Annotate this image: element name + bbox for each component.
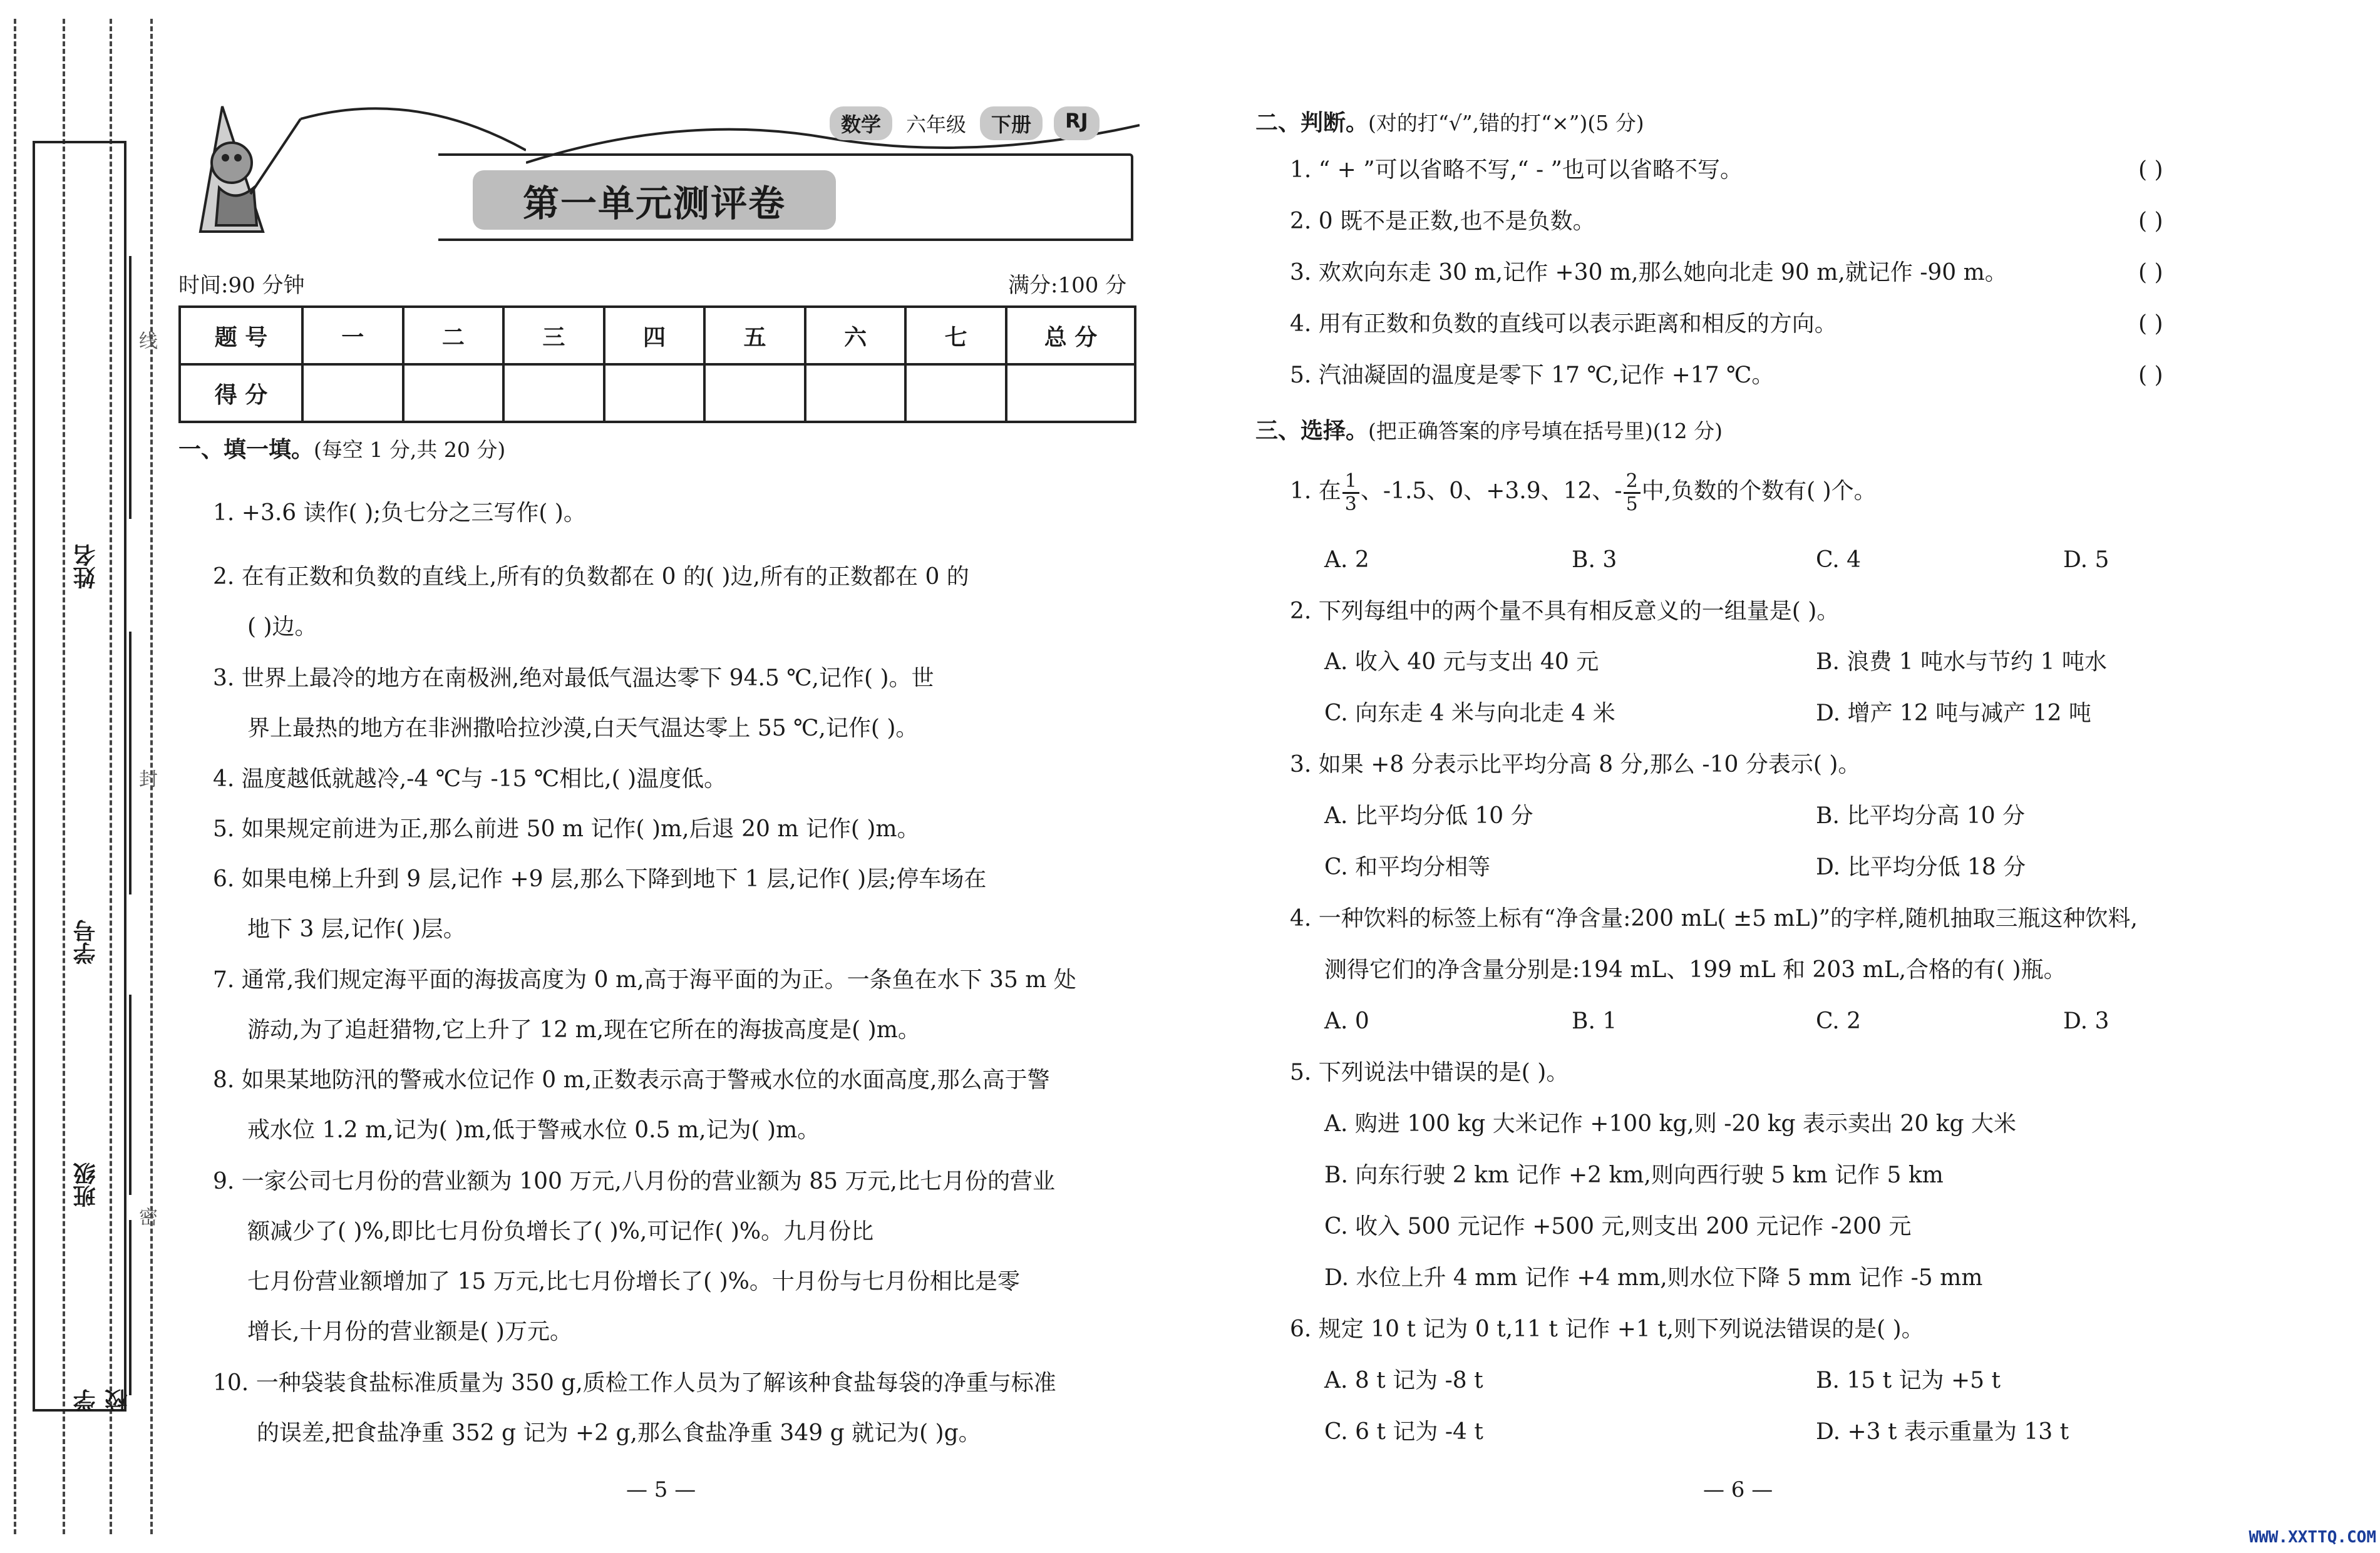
score-input-cell[interactable] bbox=[805, 364, 906, 422]
section1-note: (每空 1 分,共 20 分) bbox=[314, 438, 506, 462]
fill-question-line: 10. 一种袋装食盐标准质量为 350 g,质检工作人员为了解该种食盐每袋的净重与标准 bbox=[213, 1370, 1056, 1396]
choice-option[interactable]: D. 5 bbox=[2063, 547, 2110, 573]
fill-question-line: 5. 如果规定前进为正,那么前进 50 m 记作( )m,后退 20 m 记作( )m。 bbox=[213, 816, 920, 842]
choice-option[interactable]: B. 浪费 1 吨水与节约 1 吨水 bbox=[1816, 649, 2107, 675]
score-table-cell: 七 bbox=[905, 307, 1006, 364]
choice-option[interactable]: C. 2 bbox=[1816, 1008, 1862, 1034]
choice-option[interactable]: A. 购进 100 kg 大米记作 +100 kg,则 -20 kg 表示卖出 20 kg 大米 bbox=[1324, 1111, 2017, 1137]
fill-question-line: 戒水位 1.2 m,记为( )m,低于警戒水位 0.5 m,记为( )m。 bbox=[247, 1117, 820, 1143]
page-title: 第一单元测评卷 bbox=[473, 170, 836, 230]
choice-question-5: 5. 下列说法中错误的是( )。 bbox=[1290, 1060, 1569, 1085]
cut-mark-line: 线 bbox=[139, 331, 158, 352]
fill-question-line: 2. 在有正数和负数的直线上,所有的负数都在 0 的( )边,所有的正数都在 0 的 bbox=[213, 564, 969, 590]
section1-heading bbox=[178, 432, 505, 464]
student-id-label: 学号 bbox=[73, 920, 99, 965]
score-input-cell[interactable] bbox=[403, 364, 504, 422]
judge-question: 3. 欢欢向东走 30 m,记作 +30 m,那么她向北走 90 m,就记作 -90 m。 bbox=[1290, 260, 2007, 285]
q1-middle: 、-1.5、0、+3.9、12、- bbox=[1360, 478, 1622, 504]
score-table-cell: 得 分 bbox=[180, 364, 302, 422]
cut-mark-seal: 封 bbox=[139, 769, 158, 791]
judge-answer-paren[interactable]: ( ) bbox=[2138, 208, 2163, 234]
judge-question: 1. “ + ”可以省略不写,“ - ”也可以省略不写。 bbox=[1290, 157, 1743, 183]
score-table-cell: 题 号 bbox=[180, 307, 302, 364]
fraction-denominator: 3 bbox=[1344, 493, 1357, 515]
school-label: 学校 bbox=[73, 1389, 131, 1412]
section2-title: 二、判断。 bbox=[1255, 110, 1369, 136]
choice-question-3: 3. 如果 +8 分表示比平均分高 8 分,那么 -10 分表示( )。 bbox=[1290, 752, 1861, 777]
choice-option[interactable]: D. 比平均分低 18 分 bbox=[1816, 854, 2026, 880]
student-id-write-line[interactable] bbox=[129, 632, 131, 894]
choice-option[interactable]: A. 8 t 记为 -8 t bbox=[1324, 1368, 1483, 1393]
subject-badges bbox=[830, 106, 1100, 140]
student-info-box bbox=[33, 141, 131, 1412]
score-table-score-row bbox=[180, 364, 1135, 422]
score-input-cell[interactable] bbox=[704, 364, 805, 422]
choice-option[interactable]: C. 和平均分相等 bbox=[1324, 854, 1491, 880]
judge-answer-paren[interactable]: ( ) bbox=[2138, 362, 2163, 388]
choice-option[interactable]: D. 增产 12 吨与减产 12 吨 bbox=[1816, 700, 2091, 726]
choice-question-1 bbox=[1290, 466, 1877, 516]
choice-question-4-cont: 测得它们的净含量分别是:194 mL、199 mL 和 203 mL,合格的有( )瓶。 bbox=[1324, 957, 2066, 983]
class-label: 班级 bbox=[73, 1162, 99, 1207]
choice-option[interactable]: A. 2 bbox=[1324, 547, 1369, 573]
choice-question-4: 4. 一种饮料的标签上标有“净含量:200 mL( ±5 mL)”的字样,随机抽取三瓶这种饮料, bbox=[1290, 906, 2138, 931]
judge-question: 5. 汽油凝固的温度是零下 17 ℃,记作 +17 ℃。 bbox=[1290, 362, 1775, 388]
school-write-line[interactable] bbox=[129, 1220, 131, 1395]
choice-option[interactable]: A. 比平均分低 10 分 bbox=[1324, 803, 1533, 829]
section1-title: 一、填一填。 bbox=[178, 437, 314, 463]
score-table bbox=[178, 305, 1136, 423]
fill-question-line: 游动,为了追赶猎物,它上升了 12 m,现在它所在的海拔高度是( )m。 bbox=[247, 1017, 920, 1043]
score-table-header-row bbox=[180, 307, 1135, 364]
choice-option[interactable]: C. 收入 500 元记作 +500 元,则支出 200 元记作 -200 元 bbox=[1324, 1214, 1912, 1239]
score-input-cell[interactable] bbox=[503, 364, 604, 422]
judge-answer-paren[interactable]: ( ) bbox=[2138, 260, 2163, 285]
fill-question-line: 七月份营业额增加了 15 万元,比七月份增长了( )%。十月份与七月份相比是零 bbox=[247, 1269, 1020, 1294]
section2-heading bbox=[1255, 105, 1644, 137]
class-write-line[interactable] bbox=[129, 995, 131, 1195]
section3-heading bbox=[1255, 413, 1723, 445]
choice-option[interactable]: A. 收入 40 元与支出 40 元 bbox=[1324, 649, 1599, 675]
score-input-cell[interactable] bbox=[905, 364, 1006, 422]
score-table-cell: 三 bbox=[503, 307, 604, 364]
section3-note: (把正确答案的序号填在括号里)(12 分) bbox=[1368, 419, 1723, 443]
fill-question-line: 1. +3.6 读作( );负七分之三写作( )。 bbox=[213, 500, 586, 526]
fill-question-line: 9. 一家公司七月份的营业额为 100 万元,八月份的营业额为 85 万元,比七月份的营业 bbox=[213, 1169, 1055, 1194]
score-table-cell: 六 bbox=[805, 307, 906, 364]
score-input-cell[interactable] bbox=[1006, 364, 1135, 422]
judge-question: 4. 用有正数和负数的直线可以表示距离和相反的方向。 bbox=[1290, 311, 1837, 337]
fraction-two-fifths bbox=[1624, 471, 1641, 515]
page-number-left: — 5 — bbox=[626, 1477, 696, 1502]
choice-question-2: 2. 下列每组中的两个量不具有相反意义的一组量是( )。 bbox=[1290, 598, 1840, 624]
fill-question-line: 界上最热的地方在非洲撒哈拉沙漠,白天气温达零上 55 ℃,记作( )。 bbox=[247, 715, 919, 741]
choice-option[interactable]: B. 1 bbox=[1572, 1008, 1617, 1034]
fill-question-line: 6. 如果电梯上升到 9 层,记作 +9 层,那么下降到地下 1 层,记作( )层;停车场在 bbox=[213, 866, 987, 892]
fraction-numerator: 2 bbox=[1624, 471, 1641, 494]
fraction-denominator: 5 bbox=[1625, 493, 1638, 515]
choice-option[interactable]: D. 水位上升 4 mm 记作 +4 mm,则水位下降 5 mm 记作 -5 mm bbox=[1324, 1265, 1983, 1291]
score-table-cell: 一 bbox=[302, 307, 403, 364]
margin-dash-line bbox=[14, 19, 16, 1534]
judge-answer-paren[interactable]: ( ) bbox=[2138, 157, 2163, 183]
name-label: 姓名 bbox=[73, 544, 99, 589]
page-number-right: — 6 — bbox=[1703, 1477, 1773, 1502]
choice-option[interactable]: A. 0 bbox=[1324, 1008, 1369, 1034]
fill-question-line: 地下 3 层,记作( )层。 bbox=[247, 916, 466, 942]
cut-mark-secret: 密 bbox=[139, 1207, 158, 1229]
fill-question-line: 8. 如果某地防汛的警戒水位记作 0 m,正数表示高于警戒水位的水面高度,那么高于警 bbox=[213, 1067, 1050, 1093]
fill-question-line: 3. 世界上最冷的地方在南极洲,绝对最低气温达零下 94.5 ℃,记作( )。世 bbox=[213, 665, 934, 691]
choice-option[interactable]: C. 向东走 4 米与向北走 4 米 bbox=[1324, 700, 1615, 726]
score-table-cell: 二 bbox=[403, 307, 504, 364]
exam-time: 时间:90 分钟 bbox=[178, 273, 305, 298]
subject-badge: 数学 bbox=[830, 106, 892, 140]
grade-badge: 六年级 bbox=[906, 113, 967, 136]
section2-note: (对的打“√”,错的打“×”)(5 分) bbox=[1368, 111, 1644, 135]
full-score: 满分:100 分 bbox=[1008, 273, 1127, 298]
fill-question-line: 4. 温度越低就越冷,-4 ℃与 -15 ℃相比,( )温度低。 bbox=[213, 766, 727, 792]
section3-title: 三、选择。 bbox=[1255, 418, 1369, 444]
score-table-cell: 五 bbox=[704, 307, 805, 364]
score-input-cell[interactable] bbox=[604, 364, 705, 422]
fraction-numerator: 1 bbox=[1342, 471, 1359, 494]
choice-option[interactable]: B. 3 bbox=[1572, 547, 1617, 573]
choice-question-6: 6. 规定 10 t 记为 0 t,11 t 记作 +1 t,则下列说法错误的是( )。 bbox=[1290, 1316, 1924, 1342]
judge-answer-paren[interactable]: ( ) bbox=[2138, 311, 2163, 337]
fill-question-line: 7. 通常,我们规定海平面的海拔高度为 0 m,高于海平面的为正。一条鱼在水下 35 m 处 bbox=[213, 967, 1076, 993]
choice-option[interactable]: D. +3 t 表示重量为 13 t bbox=[1816, 1419, 2069, 1445]
choice-option[interactable]: B. 向东行驶 2 km 记作 +2 km,则向西行驶 5 km 记作 5 km bbox=[1324, 1162, 1944, 1188]
score-table-cell: 四 bbox=[604, 307, 705, 364]
fraction-one-third bbox=[1342, 471, 1359, 515]
judge-question: 2. 0 既不是正数,也不是负数。 bbox=[1290, 208, 1595, 234]
choice-option[interactable]: B. 比平均分高 10 分 bbox=[1816, 803, 2026, 829]
choice-option[interactable]: D. 3 bbox=[2063, 1008, 2110, 1034]
fill-question-line: ( )边。 bbox=[247, 614, 317, 640]
volume-badge: 下册 bbox=[980, 106, 1043, 140]
footer-url[interactable]: WWW.XXTTQ.COM bbox=[2249, 1528, 2376, 1547]
fill-question-line: 额减少了( )%,即比七月份负增长了( )%,可记作( )%。九月份比 bbox=[247, 1219, 874, 1244]
name-write-line[interactable] bbox=[129, 256, 131, 519]
choice-option[interactable]: C. 6 t 记为 -4 t bbox=[1324, 1419, 1483, 1445]
fill-question-line: 的误差,把食盐净重 352 g 记为 +2 g,那么食盐净重 349 g 就记为( )g。 bbox=[257, 1420, 981, 1446]
q1-prefix: 1. 在 bbox=[1290, 478, 1341, 504]
q1-suffix: 中,负数的个数有( )个。 bbox=[1641, 478, 1877, 504]
score-table-cell: 总 分 bbox=[1006, 307, 1135, 364]
fill-question-line: 增长,十月份的营业额是( )万元。 bbox=[247, 1319, 572, 1345]
score-input-cell[interactable] bbox=[302, 364, 403, 422]
edition-badge: RJ bbox=[1054, 106, 1100, 140]
choice-option[interactable]: C. 4 bbox=[1816, 547, 1862, 573]
choice-option[interactable]: B. 15 t 记为 +5 t bbox=[1816, 1368, 2001, 1393]
